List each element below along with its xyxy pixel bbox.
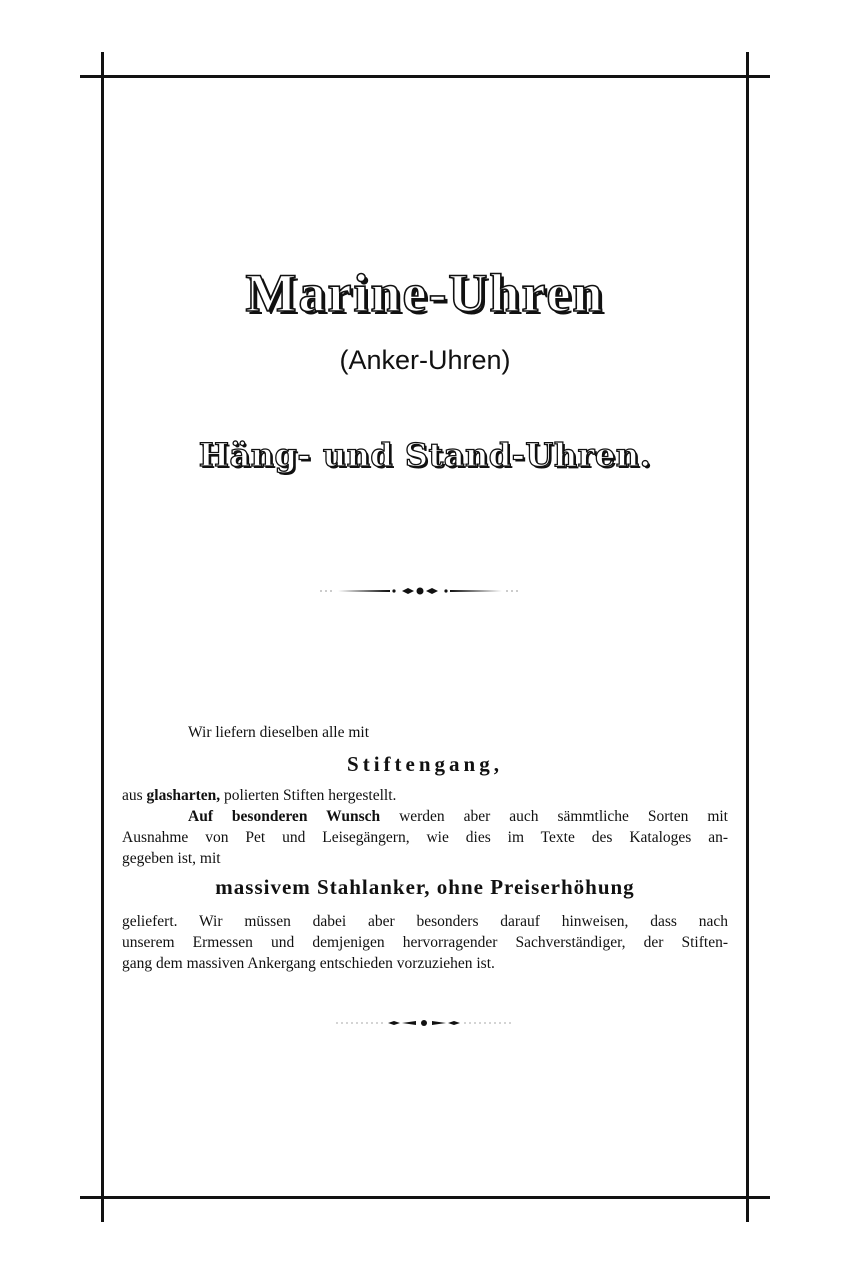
paragraph-2-line-2: Auf besonderen Wunsch werden aber auch sämmtliche Sorten mit bbox=[188, 808, 728, 825]
paragraph-2-line-3: Ausnahme von Pet und Leisegängern, wie dies im Texte des Kataloges an- bbox=[122, 829, 728, 846]
paragraph-2-line-1: aus glasharten, polierten Stiften hergestellt. bbox=[122, 787, 397, 804]
frame-rule-right bbox=[746, 52, 749, 1222]
paragraph-3-line-2: unserem Ermessen und demjenigen hervorragender Sachverständiger, der Stiften- bbox=[122, 934, 728, 951]
frame-rule-top bbox=[80, 75, 770, 78]
paragraph-2-line-4: gegeben ist, mit bbox=[122, 850, 221, 867]
frame-rule-left bbox=[101, 52, 104, 1222]
frame-rule-bottom bbox=[80, 1196, 770, 1199]
paragraph-3 bbox=[122, 911, 728, 974]
emphasis-stiftengang: Stiftengang, bbox=[347, 752, 503, 776]
section-heading: Häng- und Stand-Uhren. bbox=[198, 436, 652, 474]
ornament-divider-bottom bbox=[336, 1016, 512, 1030]
bold-wunsch: Auf besonderen Wunsch bbox=[188, 808, 381, 825]
page-title: Marine-Uhren bbox=[245, 263, 605, 323]
emphasis-massivem-stahlanker: massivem Stahlanker, ohne Preiserhöhung bbox=[215, 875, 635, 899]
paragraph-3-line-3: gang dem massiven Ankergang entschieden vorzuziehen ist. bbox=[122, 955, 495, 972]
bold-glasharten: glasharten, bbox=[146, 787, 221, 804]
paragraph-3-line-1: geliefert. Wir müssen dabei aber besonders darauf hinweisen, dass nach bbox=[122, 913, 728, 930]
intro-text: Wir liefern dieselben alle mit bbox=[188, 724, 369, 741]
paragraph-2 bbox=[122, 785, 728, 869]
page-subtitle: (Anker-Uhren) bbox=[339, 345, 511, 375]
ornament-divider-top bbox=[320, 584, 520, 598]
